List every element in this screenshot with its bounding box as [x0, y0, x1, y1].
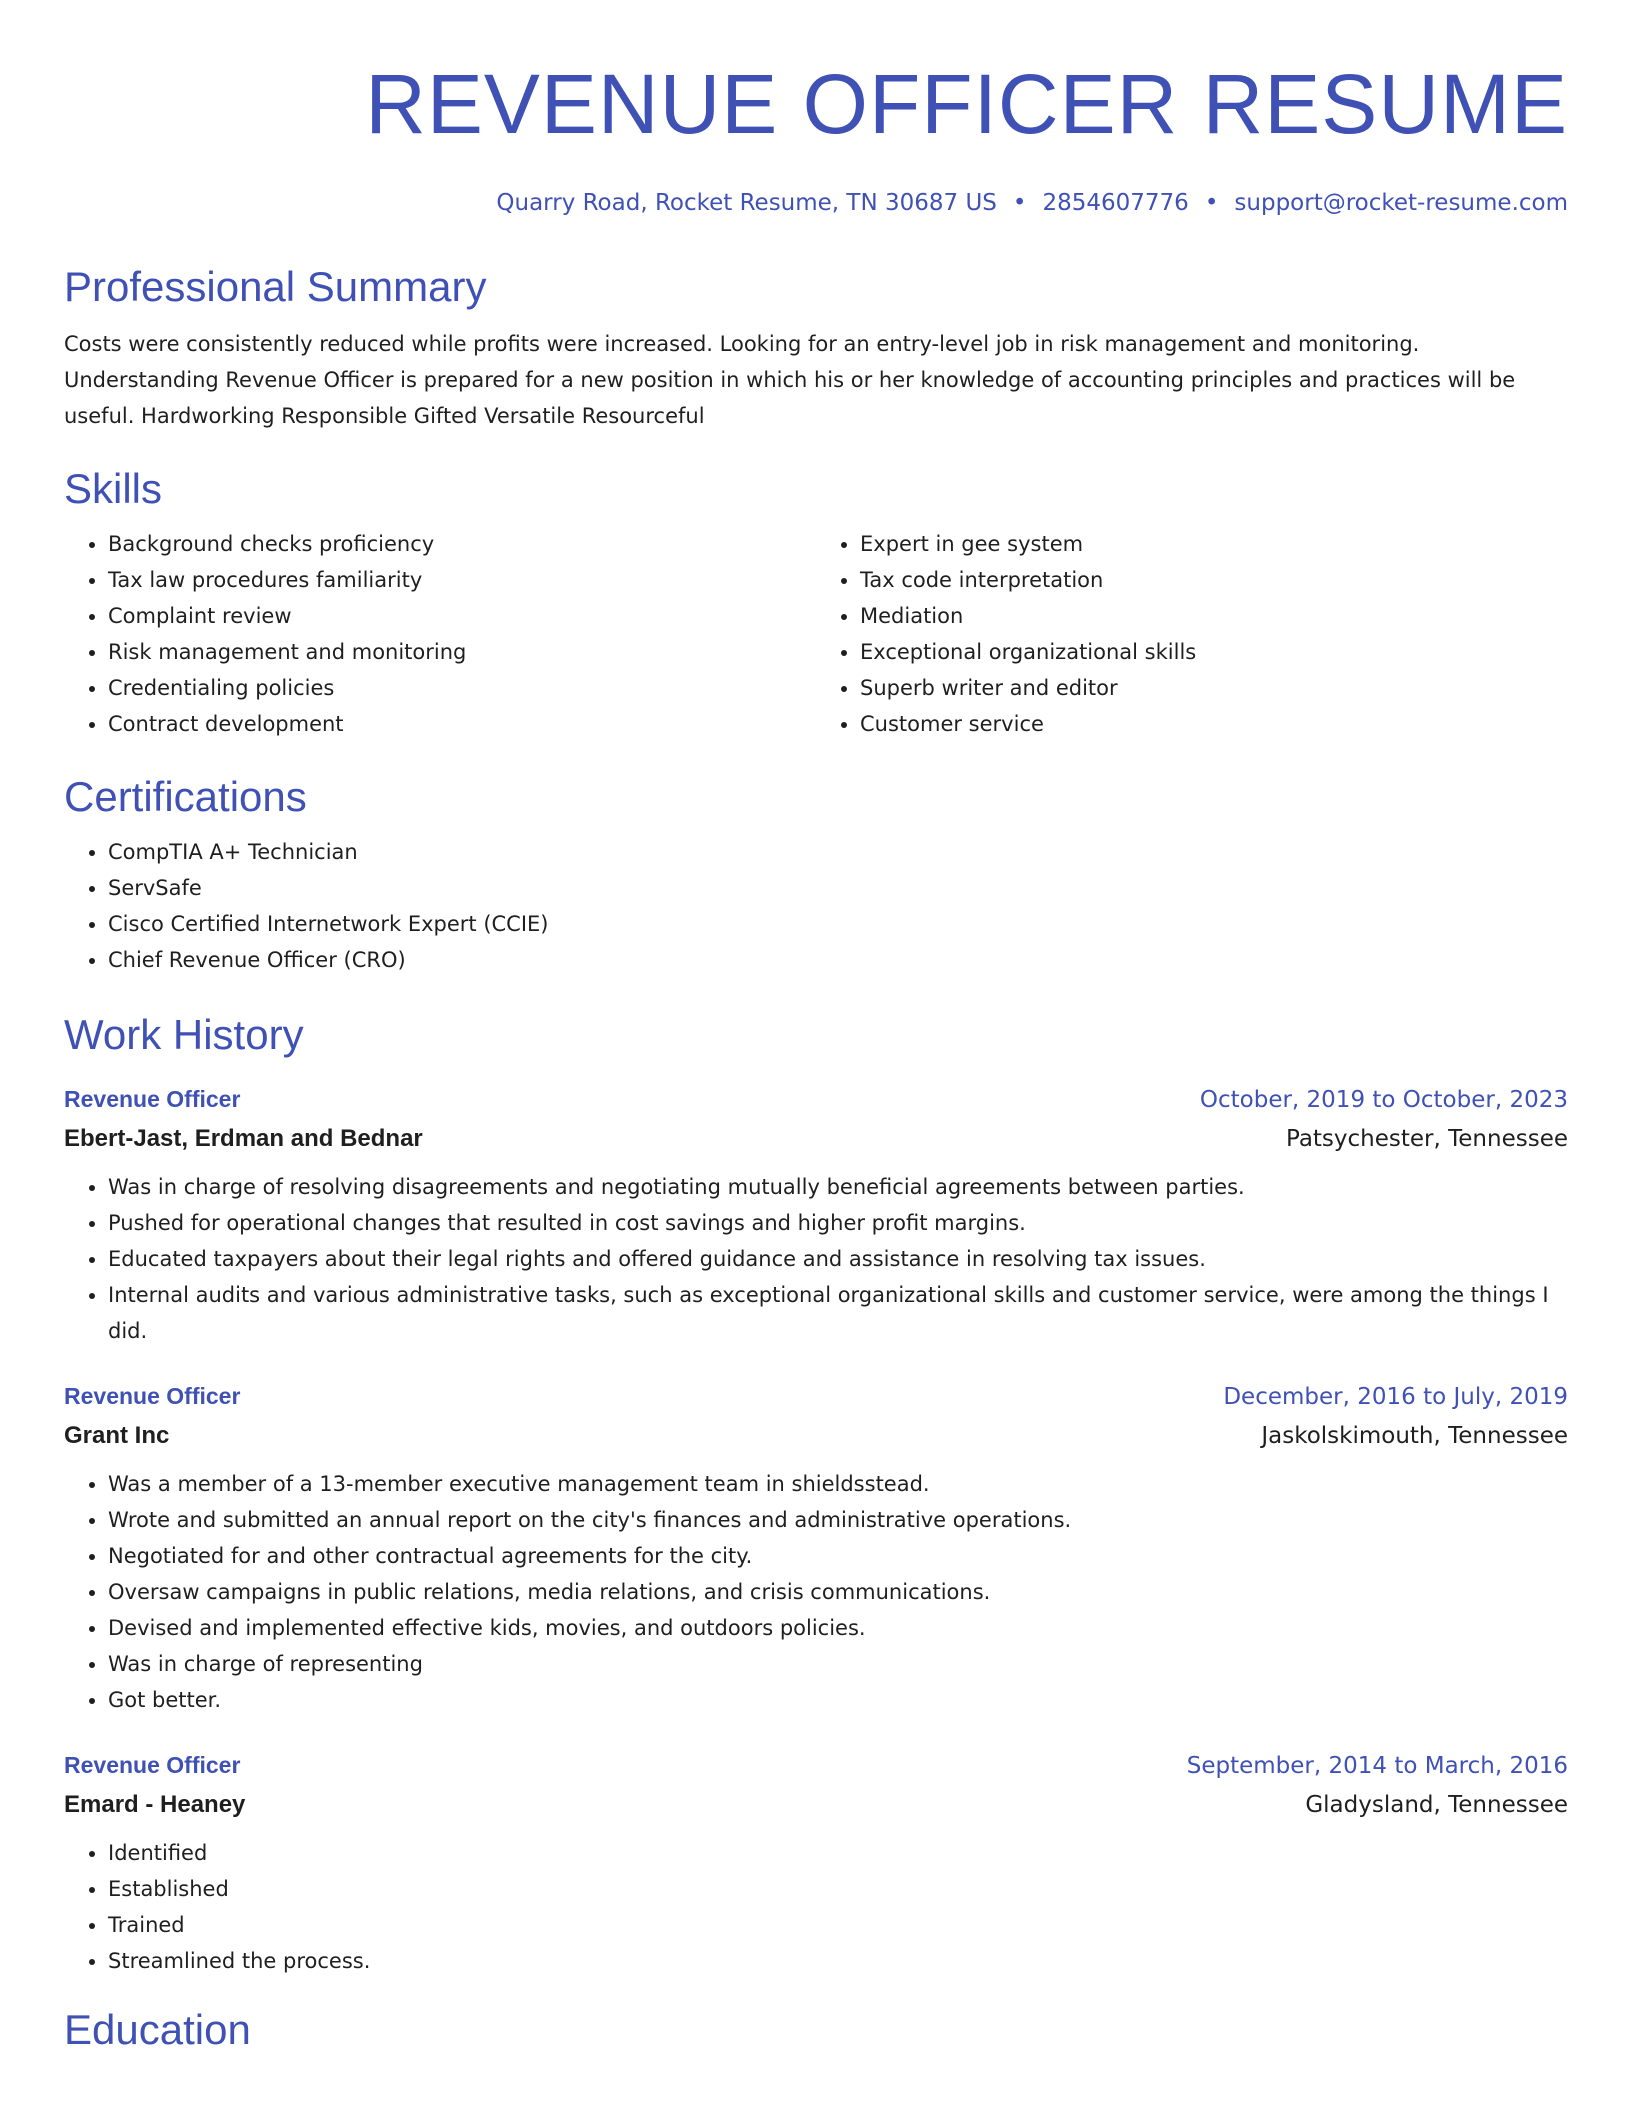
contact-separator: • [1204, 190, 1219, 216]
skill-item: • Contract development [108, 706, 816, 742]
job-company-row [64, 1416, 1568, 1456]
job-title: Revenue Officer [64, 1383, 241, 1409]
job-entry [64, 1377, 1568, 1718]
contact-email[interactable]: support@rocket-resume.com [1234, 190, 1568, 216]
job-title-row [64, 1377, 1568, 1416]
job-duties-list [64, 1835, 1568, 1979]
certification-item: • CompTIA A+ Technician [108, 834, 1568, 870]
education-section [64, 2005, 1568, 2055]
job-duty-item: • Pushed for operational changes that resulted in cost savings and higher profit margins. [108, 1205, 1568, 1241]
skill-item: • Tax law procedures familiarity [108, 562, 816, 598]
skills-section [64, 464, 1568, 742]
skills-list-left [64, 526, 816, 742]
skill-item: • Credentialing policies [108, 670, 816, 706]
job-duty-item: • Was a member of a 13-member executive management team in shieldsstead. [108, 1466, 1568, 1502]
job-duty-item: • Internal audits and various administrative tasks, such as exceptional organizational skills and customer service, were among the things I did. [108, 1277, 1568, 1349]
resume-name: REVENUE OFFICER RESUME [365, 57, 1568, 151]
skill-item: • Mediation [860, 598, 1568, 634]
job-duty-item: • Wrote and submitted an annual report on the city's finances and administrative operations. [108, 1502, 1568, 1538]
skill-item: • Expert in gee system [860, 526, 1568, 562]
skill-item: • Tax code interpretation [860, 562, 1568, 598]
job-company-row [64, 1785, 1568, 1825]
job-title: Revenue Officer [64, 1752, 241, 1778]
job-duties-list [64, 1466, 1568, 1718]
job-location: Jaskolskimouth, Tennessee [1261, 1423, 1568, 1449]
job-duty-item: • Devised and implemented effective kids, movies, and outdoors policies. [108, 1610, 1568, 1646]
job-duty-item: • Negotiated for and other contractual agreements for the city. [108, 1538, 1568, 1574]
job-dates: September, 2014 to March, 2016 [1186, 1753, 1568, 1779]
job-duty-item: • Established [108, 1871, 1568, 1907]
job-dates: December, 2016 to July, 2019 [1223, 1384, 1568, 1410]
certifications-section [64, 772, 1568, 978]
job-duty-item: • Oversaw campaigns in public relations, media relations, and crisis communications. [108, 1574, 1568, 1610]
job-duty-item: • Streamlined the process. [108, 1943, 1568, 1979]
job-duty-item: • Trained [108, 1907, 1568, 1943]
job-location: Gladysland, Tennessee [1305, 1792, 1568, 1818]
job-company: Ebert-Jast, Erdman and Bednar [64, 1125, 423, 1152]
job-entry [64, 1746, 1568, 1979]
job-company: Grant Inc [64, 1422, 170, 1449]
certification-item: • Cisco Certified Internetwork Expert (CCIE) [108, 906, 1568, 942]
skills-grid [64, 526, 1568, 742]
education-heading: Education [64, 2006, 251, 2053]
work-history-section [64, 1010, 1568, 1979]
job-title: Revenue Officer [64, 1086, 241, 1112]
skill-item: • Risk management and monitoring [108, 634, 816, 670]
job-company-row [64, 1119, 1568, 1159]
job-entry [64, 1080, 1568, 1349]
skills-list-right [816, 526, 1568, 742]
contact-phone: 2854607776 [1042, 190, 1189, 216]
contact-address: Quarry Road, Rocket Resume, TN 30687 US [496, 190, 997, 216]
job-duty-item: • Identified [108, 1835, 1568, 1871]
skill-item: • Customer service [860, 706, 1568, 742]
skills-heading: Skills [64, 465, 163, 512]
job-duty-item: • Educated taxpayers about their legal rights and offered guidance and assistance in resolving tax issues. [108, 1241, 1568, 1277]
certification-item: • ServSafe [108, 870, 1568, 906]
summary-heading: Professional Summary [64, 263, 487, 310]
job-duty-item: • Was in charge of resolving disagreements and negotiating mutually beneficial agreements between parties. [108, 1169, 1568, 1205]
job-location: Patsychester, Tennessee [1285, 1126, 1568, 1152]
job-duty-item: • Got better. [108, 1682, 1568, 1718]
job-dates: October, 2019 to October, 2023 [1199, 1087, 1568, 1113]
job-duties-list [64, 1169, 1568, 1349]
summary-section [64, 262, 1568, 434]
summary-text: Costs were consistently reduced while profits were increased. Looking for an entry-level job in risk management and monitoring. Understanding Revenue Officer is prepared for a new position in which his or her knowledge of accounting principles and practices will be useful. Hardworking Responsible Gifted Versatile Resourceful [64, 332, 1516, 428]
job-company: Emard - Heaney [64, 1791, 246, 1818]
skill-item: • Exceptional organizational skills [860, 634, 1568, 670]
skill-item: • Background checks proficiency [108, 526, 816, 562]
job-duty-item: • Was in charge of representing [108, 1646, 1568, 1682]
resume-header [64, 0, 1568, 218]
skill-item: • Complaint review [108, 598, 816, 634]
certification-item: • Chief Revenue Officer (CRO) [108, 942, 1568, 978]
job-title-row [64, 1746, 1568, 1785]
skill-item: • Superb writer and editor [860, 670, 1568, 706]
contact-line [64, 188, 1568, 218]
certifications-heading: Certifications [64, 773, 307, 820]
certifications-list [64, 834, 1568, 978]
job-title-row [64, 1080, 1568, 1119]
work-history-heading: Work History [64, 1011, 304, 1058]
contact-separator: • [1012, 190, 1027, 216]
